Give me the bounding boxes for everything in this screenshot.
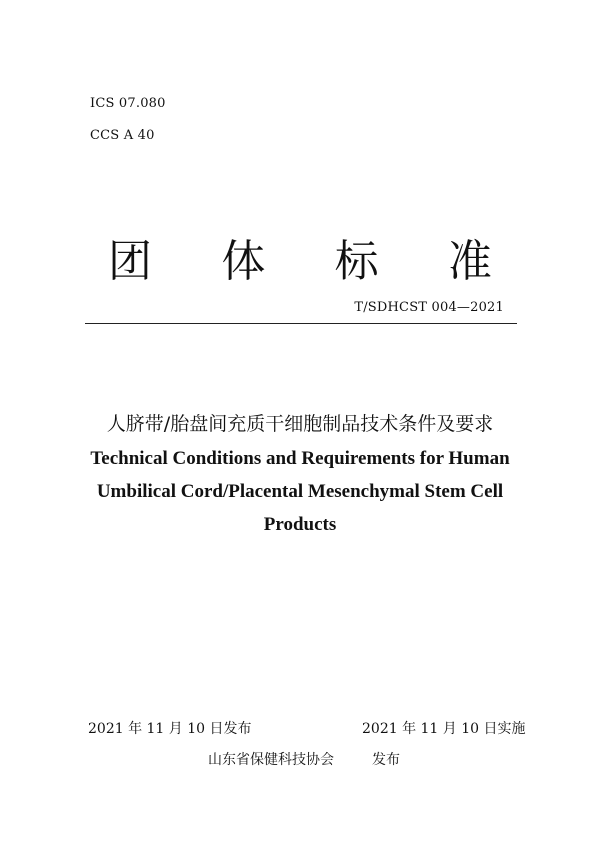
issuer-name: 山东省保健科技协会 (208, 752, 334, 768)
ccs-code: CCS A 40 (90, 128, 155, 143)
standard-type-char: 体 (221, 236, 266, 287)
title-english-line: Technical Conditions and Requirements for Human (90, 448, 510, 469)
standard-type-char: 准 (447, 236, 492, 287)
ics-code: ICS 07.080 (90, 96, 166, 111)
document-title (60, 410, 540, 541)
standard-type-char: 标 (334, 236, 379, 287)
effective-date: 2021 年 11 月 10 日实施 (362, 721, 526, 737)
title-chinese: 人脐带/胎盘间充质干细胞制品技术条件及要求 (106, 413, 494, 435)
standard-number: T/SDHCST 004—2021 (354, 300, 504, 315)
issuer-line (208, 749, 400, 769)
standard-type-char: 团 (108, 236, 152, 287)
standard-type-heading (100, 232, 500, 292)
header-divider (85, 323, 517, 324)
issue-date: 2021 年 11 月 10 日发布 (88, 721, 252, 737)
title-english-line: Umbilical Cord/Placental Mesenchymal Stem Cell (96, 481, 504, 502)
issuer-action: 发布 (372, 752, 400, 768)
title-english-line: Products (263, 514, 337, 535)
